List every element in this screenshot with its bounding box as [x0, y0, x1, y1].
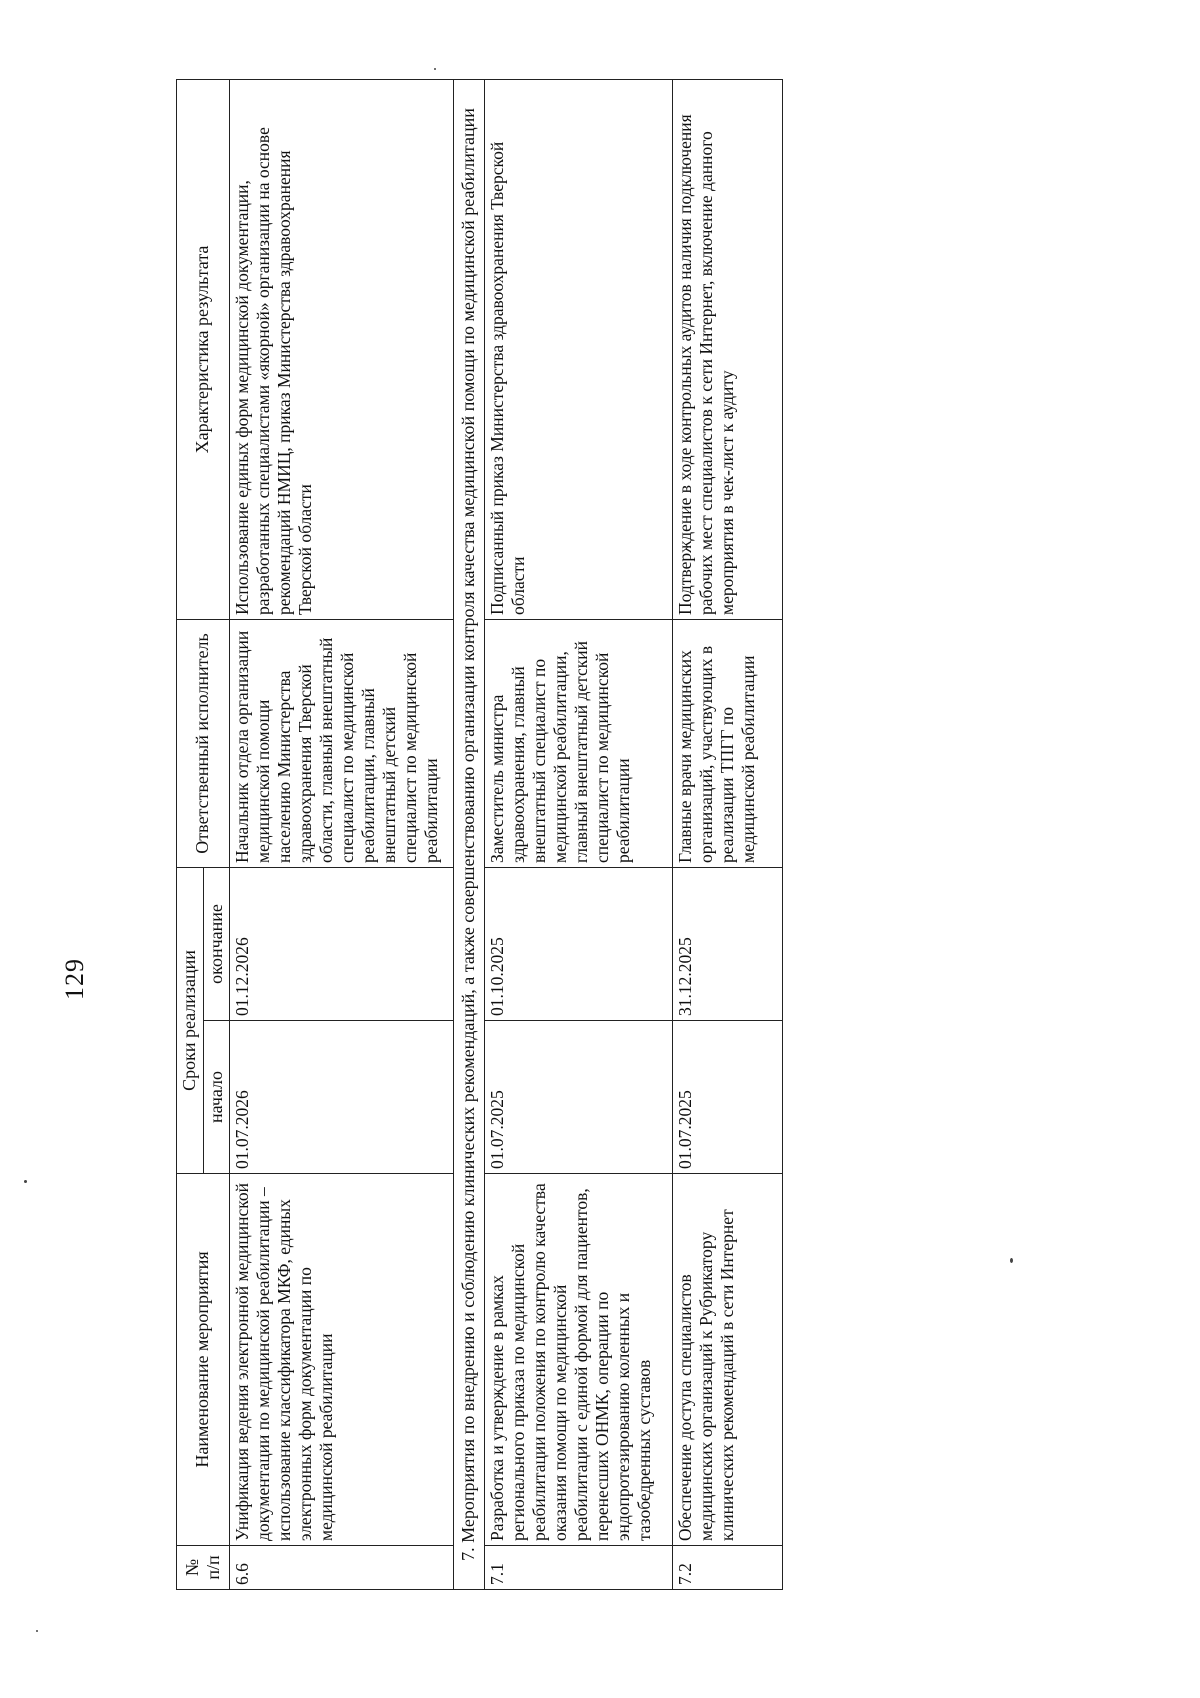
row-name: Унификация ведения электронной медицинской документации по медицинской реабилитации – использование классификатора МКФ, единых электронных форм документации по медицинской реабилитации: [230, 1174, 454, 1546]
row-name: Разработка и утверждение в рамках регионального приказа по медицинской реабилитации положения по контролю качества оказания помощи по медицинской реабилитации с единой формой для пациентов, перенесших ОНМК, операции по эндопротезированию коленных и тазобедренных суставов: [484, 1174, 672, 1546]
row-name: Обеспечение доступа специалистов медицинских организаций к Рубрикатору клинических рекомендаций в сети Интернет: [672, 1174, 782, 1546]
row-start: 01.07.2025: [672, 1021, 782, 1174]
row-start: 01.07.2026: [230, 1021, 454, 1174]
header-terms: Сроки реализации: [177, 867, 204, 1173]
row-start: 01.07.2025: [484, 1021, 672, 1174]
row-executor: Главные врачи медицинских организаций, участвующих в реализации ТПГГ по медицинской реабилитации: [672, 619, 782, 867]
table-row: [672, 79, 782, 1589]
row-result: Подтверждение в ходе контрольных аудитов наличия подключения рабочих мест специалистов к сети Интернет, включение данного мероприятия в чек-лист к аудиту: [672, 79, 782, 619]
header-end: окончание: [203, 867, 230, 1020]
row-end: 01.10.2025: [484, 867, 672, 1020]
row-executor: Начальник отдела организации медицинской помощи населению Министерства здравоохранения Тверской области, главный внештатный специалист по медицинской реабилитации, главный внештатный детский специалист по медицинской реабилитации: [230, 619, 454, 867]
row-executor: Заместитель министра здравоохранения, главный внештатный специалист по медицинской реабилитации, главный внештатный детский специалист по медицинской реабилитации: [484, 619, 672, 867]
scan-speck: [1010, 1258, 1013, 1263]
header-result: Характеристика результата: [177, 79, 230, 619]
row-result: Использование единых форм медицинской документации, разработанных специалистами «якорной» организации на основе рекомендаций НМИЦ, приказ Министерства здравоохранения Тверской области: [230, 79, 454, 619]
table-row: [230, 79, 454, 1589]
scan-speck: [24, 1180, 27, 1183]
table-row: [484, 79, 672, 1589]
scan-speck: [434, 68, 436, 70]
rotated-table-wrapper: [176, 80, 783, 1590]
scan-speck: [36, 1630, 38, 1632]
row-num: 7.2: [672, 1546, 782, 1590]
section-row: [454, 79, 485, 1589]
header-start: начало: [203, 1021, 230, 1174]
section-title: 7. Мероприятия по внедрению и соблюдению клинических рекомендаций, а также совершенствованию организации контроля качества медицинской помощи по медицинской реабилитации: [454, 79, 485, 1589]
row-num: 6.6: [230, 1546, 454, 1590]
header-row-1: [177, 79, 204, 1589]
row-end: 01.12.2026: [230, 867, 454, 1020]
row-end: 31.12.2025: [672, 867, 782, 1020]
row-num: 7.1: [484, 1546, 672, 1590]
header-name: Наименование мероприятия: [177, 1174, 230, 1546]
measures-table: [176, 79, 783, 1590]
header-executor: Ответственный исполнитель: [177, 619, 230, 867]
row-result: Подписанный приказ Министерства здравоохранения Тверской области: [484, 79, 672, 619]
page-number: 129: [60, 958, 89, 1000]
header-num: № п/п: [177, 1546, 230, 1590]
